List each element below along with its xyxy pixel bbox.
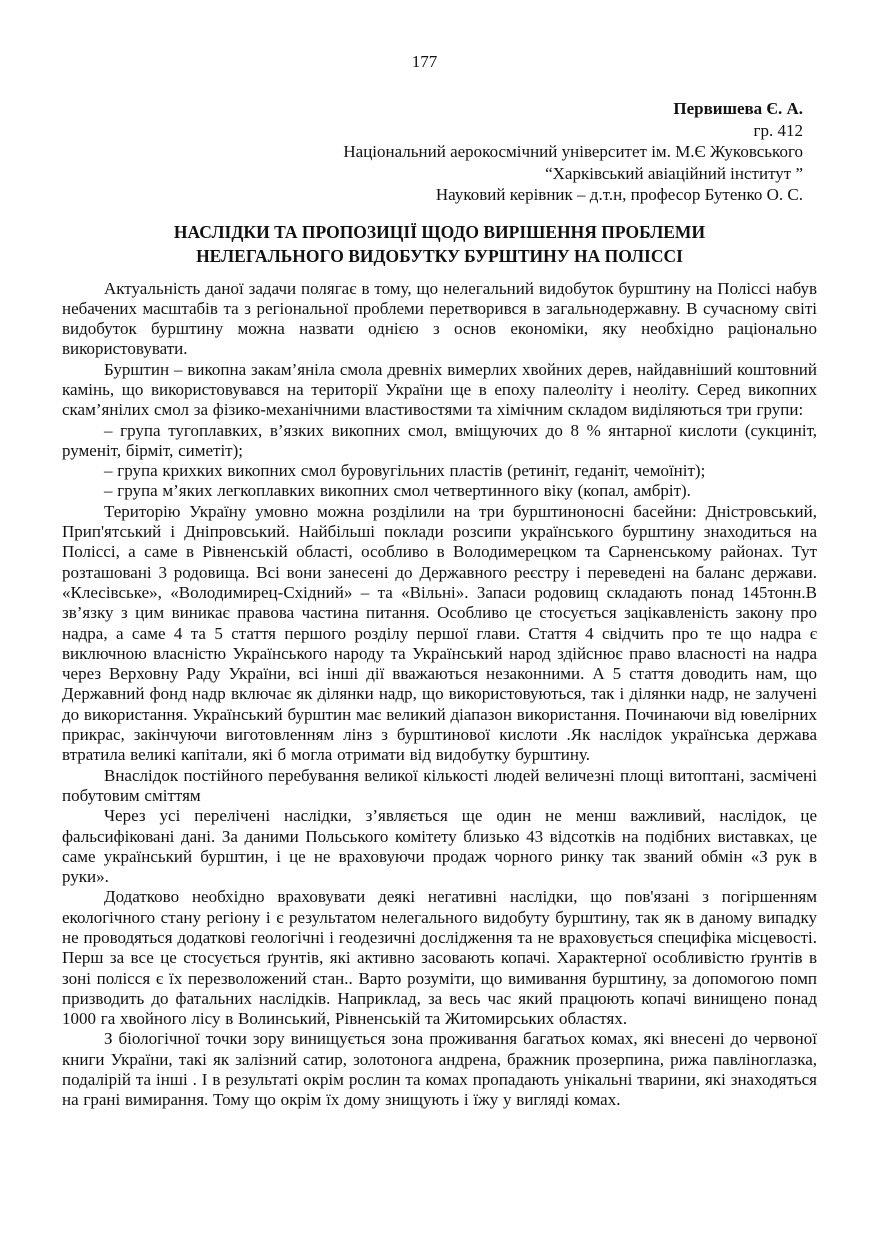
institute-name: “Харківський авіаційний інститут ” [545, 163, 803, 183]
supervisor-line: Науковий керівник – д.т.н, професор Бутенко О. С. [435, 185, 803, 204]
body-paragraph-7: З біологічної точки зору винищується зона проживання багатьох комах, які внесені до червоної книги України, такі як залізний сатир, золотонога андрена, бражник прозерпина, рижа павліноглазка, подалірій та інші . І в результаті окрім рослин та комах пропадають унікальні тварини, які знаходяться на грані вимирання. Тому що окрім їх дому знищують і їжу у вигляді комах. [62, 1029, 817, 1110]
body-list-item-2: – група крихких викопних смол буровугільних пластів (ретиніт, геданіт, чемоїніт); [104, 461, 706, 481]
author-name: Первишева Є. А. [673, 99, 803, 118]
page-number: 177 [411, 52, 438, 71]
author-header-block [62, 98, 817, 206]
paper-title [62, 220, 817, 268]
body-list-item-1: – група тугоплавких, в’язких викопних смол, вміщуючих до 8 % янтарної кислоти (сукциніт, руменіт, бірміт, симетіт); [62, 420, 817, 460]
body-paragraph-3: Територію Україну умовно можна розділили на три бурштиноносні басейни: Дністровський, Прип'ятський і Дніпровський. Найбільші поклади розсипи українського бурштину знаходиться на Поліссі, а саме в Рівненській області, особливо в Володимерецком та Сарненському районах. Тут розташовані 3 родовища. Всі вони занесені до Державного реєстру і переведені на баланс держави. «Клесівське», «Володимирец-Східний» – та «Вільні». Запаси родовищ складають понад 145тонн.В зв’язку з цим виникає правова частина питання. Особливо це стосується зацікавленість закону про надра, а саме 4 та 5 стаття першого розділу першої глави. Стаття 4 свідчить про те що надра є виключною власністю Українського народу та Український народ здійснює право власності на надра через Верховну Раду України, всі інші дії вважаються незаконними. А 5 стаття доводить нам, що Державний фонд надр включає як ділянки надр, що використовуються, так і ділянки надр, не залучені до використання. Український бурштин має великий діапазон використання. Починаючи від ювелірних прикрас, закінчуючи виготовленням лінз з бурштинової кислоти .Як наслідок українська держава втратила великі капітали, які б могла отримати від видобутку бурштину. [62, 501, 817, 765]
paper-body [62, 279, 817, 1111]
body-list-item-3: – група м’яких легкоплавких викопних смол четвертинного віку (копал, амбріт). [104, 481, 691, 501]
university-name: Національний аерокосмічний університет ім. М.Є Жуковського [343, 142, 803, 161]
body-paragraph-5: Через усі перелічені наслідки, з’являється ще один не менш важливий, наслідок, це фальсифіковані дані. За даними Польського комітету близько 43 відсотків на подібних виставках, це саме український бурштин, і це не враховуючи продаж чорного ринку так званий обмін «З рук в руки». [62, 806, 817, 887]
author-group: гр. 412 [753, 120, 803, 140]
body-paragraph-6: Додатково необхідно враховувати деякі негативні наслідки, що пов'язані з погіршенням екологічного стану регіону і є результатом нелегального видобуту бурштину, так як в даному випадку не проводяться додаткові геологічні і геодезичні дослідження та не враховується специфіка місцевості. Перш за все це стосується ґрунтів, які активно засовають копачі. Характерної особливістю ґрунтів в зоні полісся є їх перезволожений стан.. Варто розуміти, що вимивання бурштину, за допомогою помп призводить до фатальних наслідків. Наприклад, за весь час який працюють копачі винищено понад 1000 га хвойного лісу в Волинський, Рівненській та Житомирських областях. [62, 887, 817, 1029]
title-line-1: НАСЛІДКИ ТА ПРОПОЗИЦІЇ ЩОДО ВИРІШЕННЯ ПРОБЛЕМИ [173, 221, 706, 242]
title-line-2: НЕЛЕГАЛЬНОГО ВИДОБУТКУ БУРШТИНУ НА ПОЛІССІ [196, 245, 683, 266]
body-paragraph-4: Внаслідок постійного перебування великої кількості людей величезні площі витоптані, засмічені побутовим сміттям [62, 765, 817, 805]
body-paragraph-2: Бурштин – викопна закам’яніла смола древніх вимерлих хвойних дерев, найдавніший коштовний камінь, що використовувався на території України ще в епоху палеоліту і неоліту. Серед викопних скам’янілих смол за фізико-механічними властивостями та хімічним складом виділяються три групи: [62, 359, 817, 420]
body-paragraph-1: Актуальність даної задачи полягає в тому, що нелегальний видобуток бурштину на Поліссі набув небачених масштабів та з регіональної проблеми перетворився в загальнодержавну. В сучасному світі видобуток бурштину можна назвати однією з основ економіки, яку необхідно раціонально використовувати. [62, 278, 817, 359]
